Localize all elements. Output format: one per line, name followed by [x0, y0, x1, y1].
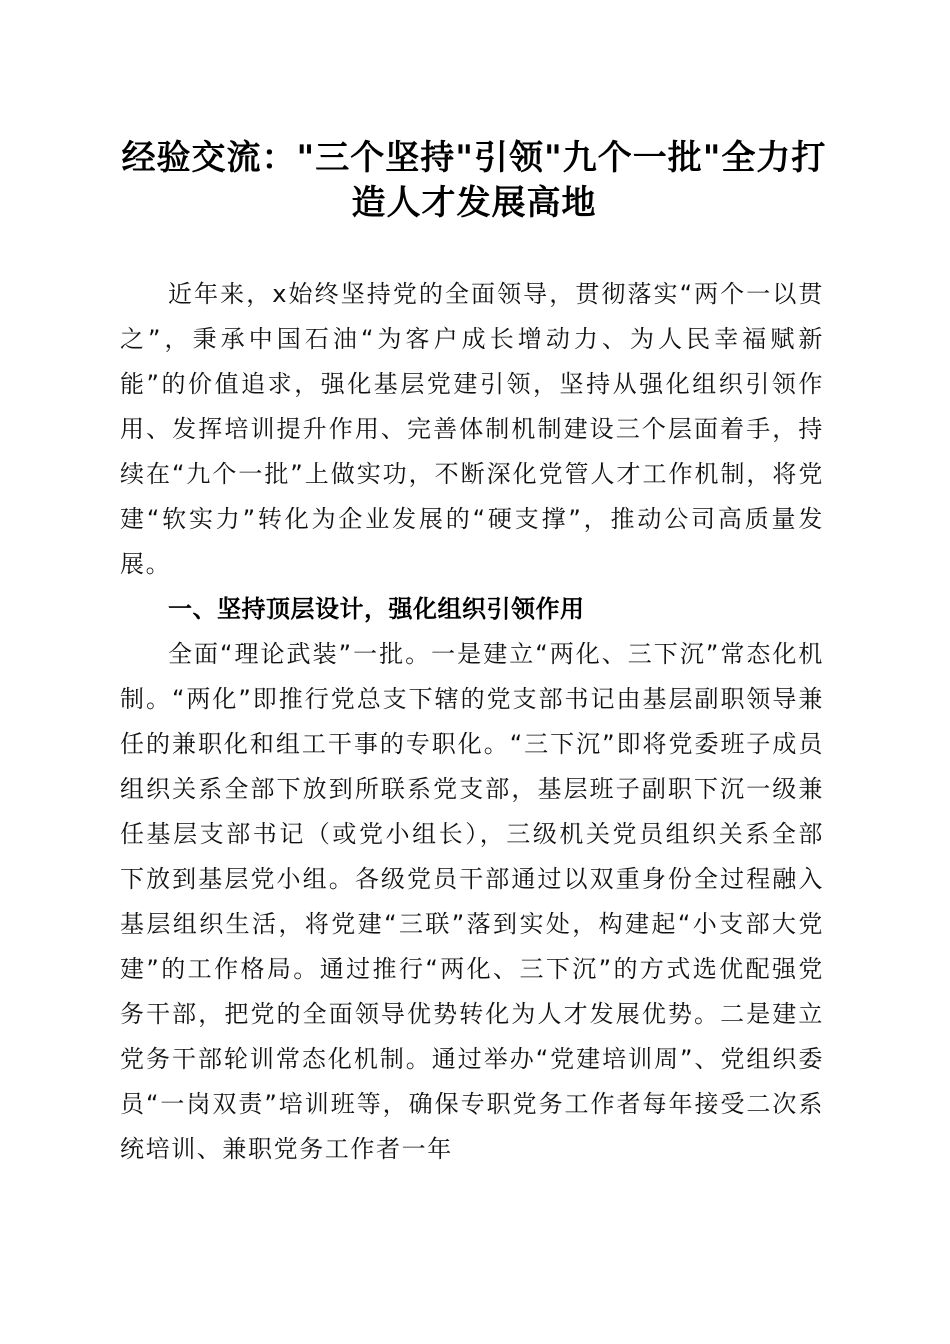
section-heading: 一、坚持顶层设计，强化组织引领作用	[168, 595, 585, 623]
document-title: 经验交流："三个坚持"引领"九个一批"全力打造人才发展高地	[121, 138, 827, 223]
intro-paragraph: 近年来，x始终坚持党的全面领导，贯彻落实“两个一以贯之”，秉承中国石油“为客户成长增动力、为人民幸福赋新能”的价值追求，强化基层党建引领，坚持从强化组织引领作用、发挥培训提升作用、完善体制机制建设三个层面着手，持续在“九个一批”上做实功，不断深化党管人才工作机制，将党建“软实力”转化为企业发展的“硬支撑”，推动公司高质量发展。	[120, 280, 824, 578]
section-paragraph: 全面“理论武装”一批。一是建立“两化、三下沉”常态化机制。“两化”即推行党总支下辖的党支部书记由基层副职领导兼任的兼职化和组工干事的专职化。“三下沉”即将党委班子成员组织关系全部下放到所联系党支部，基层班子副职下沉一级兼任基层支部书记（或党小组长），三级机关党员组织关系全部下放到基层党小组。各级党员干部通过以双重身份全过程融入基层组织生活，将党建“三联”落到实处，构建起“小支部大党建”的工作格局。通过推行“两化、三下沉”的方式选优配强党务干部，把党的全面领导优势转化为人才发展优势。二是建立党务干部轮训常态化机制。通过举办“党建培训周”、党组织委员“一岗双责”培训班等，确保专职党务工作者每年接受二次系统培训、兼职党务工作者一年	[120, 640, 824, 1163]
document-body	[120, 272, 824, 1172]
